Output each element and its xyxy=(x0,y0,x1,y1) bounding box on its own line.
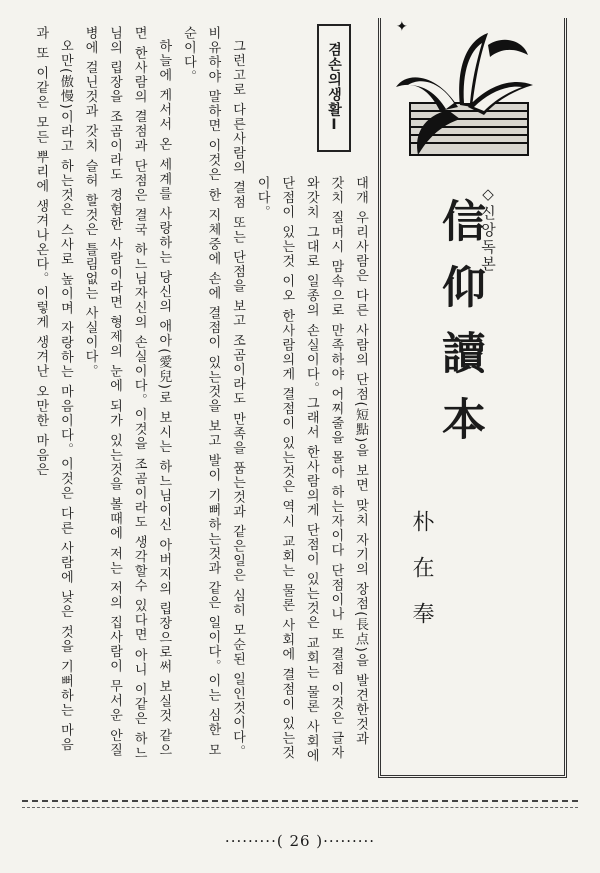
page-number: ·········( 26 )········· xyxy=(224,832,376,850)
body-paragraph: 그런고로 다른사람의 결점 또는 단점을 보고 조곰이라도 만족을 품는것과 같은일은 심히 모순된 일인것이다。비유하야 말하면 이것은 한 지체중에 손에 결점이 있는것을 보고 발이 기뻐하는것과 같은 일이다。이는 심한 모순이다。 xyxy=(180,26,246,760)
body-paragraph: 하늘에 게서서 온 세계를 사랑하는 당신의 애아(愛兒)로 보시는 하느님이신 아버지의 립장으로써 보실것 같으면 한사람의 결점과 단점은 결국 하느님자신의 손실이다。이것을 조곰이라도 생각할수 있다면 아니 이같은 하느님의 립장을 조곰이라도 경험한 사람이라면 형제의 눈에 되가 있는것을 볼때에 저는 저의 집사람이 무서운 안질병에 걸닌것과 갓치 슬허 할것은 틀림없는 사실이다。 xyxy=(82,26,172,761)
series-label: ◇신앙독본 xyxy=(479,185,497,273)
author-name: 朴在奉 xyxy=(409,510,434,648)
column-title: 信仰讀本 xyxy=(434,198,485,462)
body-paragraph: 대개 우리사람은 다른 사람의 단점(短點)을 보면 맞치 자기의 장점(長点)을 발견한것과 갓치 질머시 맘속으로 만족하야 어찌줄을 몰아 하는자이다 단점이나 또 결점 이것은 글자와갓치 그대로 일종의 손실이다。그래서 한사람의게 단점이 있는것은 교회는 물론 사회에 단점이 있는것 이오 한사람의게 결점이 있는것은 역시 교회는 물론 사회에 결점이 있는것이다。 xyxy=(254,176,368,764)
bottom-divider xyxy=(22,800,578,808)
body-paragraph: 오만(傲慢)이라고 하는것은 스사로 높이며 자랑하는 마음이다。이것은 다른 사람에 낮은 것을 기뻐하는 마음과 또 이같은 모든 뿌리에 생겨나온다。이렇게 생겨난 오만한 마음은 xyxy=(33,26,73,753)
article-body xyxy=(20,26,372,766)
lily-emblem-icon xyxy=(388,15,548,170)
svg-text:✦: ✦ xyxy=(396,19,408,35)
article-heading: 겸손의생활Ⅰ xyxy=(317,24,351,152)
